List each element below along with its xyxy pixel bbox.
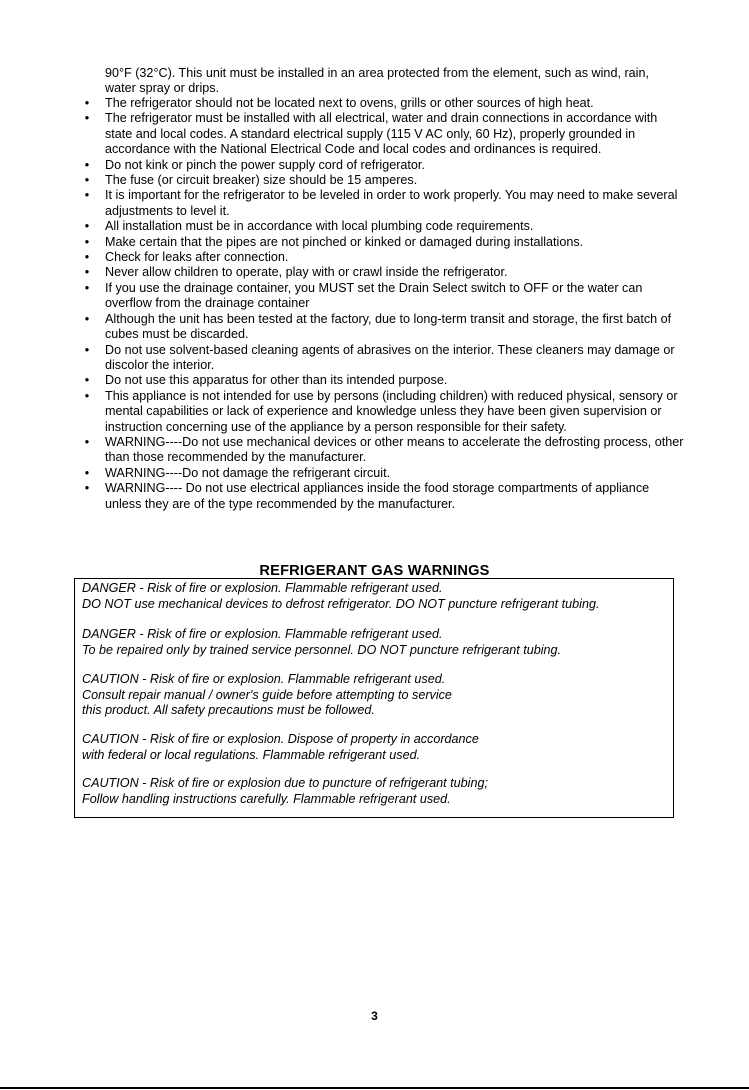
bullet-icon: • [84,188,90,203]
bullet-icon: • [84,157,90,172]
list-item [0,173,685,188]
bullet-text: It is important for the refrigerator to be leveled in order to work properly. You may need to make several adjustments to level it. [105,188,678,218]
list-item [0,435,685,466]
bullet-text: Do not use solvent-based cleaning agents of abrasives on the interior. These cleaners may damage or discolor the interior. [105,342,675,372]
intro-continuation [105,66,685,97]
bullet-icon: • [84,373,90,388]
warning-line: with federal or local regulations. Flammable refrigerant used. [82,747,421,762]
gas-warnings-box [74,578,674,818]
list-item [0,219,685,234]
list-item [0,111,685,157]
list-item [0,343,685,374]
bullet-icon: • [84,311,90,326]
bullet-text: If you use the drainage container, you MUST set the Drain Select switch to OFF or the water can overflow from the drainage container [105,280,643,311]
list-item [0,466,685,481]
bullet-icon: • [84,250,90,265]
warning-group-3 [82,672,672,719]
bottom-divider [0,1087,749,1089]
bullet-icon: • [84,219,90,234]
warning-line: this product. All safety precautions must be followed. [82,703,375,717]
list-item [0,281,685,312]
list-item [0,188,685,219]
bullet-icon: • [84,111,90,126]
warning-group-1 [82,581,672,612]
intro-line-1: 90°F (32°C). This unit must be installed in an area protected from the element, such as wind, rain, [105,66,649,80]
intro-line-2: water spray or drips. [105,81,220,96]
warning-line: Consult repair manual / owner's guide before attempting to service [82,687,452,702]
warning-line: DANGER - Risk of fire or explosion. Flammable refrigerant used. [82,627,443,641]
bullet-text: WARNING---- Do not use electrical appliances inside the food storage compartments of appliance unless they are of the type recommended by the manufacturer. [105,481,650,511]
warning-group-5 [82,776,672,807]
bullet-icon: • [84,234,90,249]
bullet-text: The refrigerator must be installed with all electrical, water and drain connections in accordance with state and local codes. A standard electrical supply (115 V AC only, 60 Hz), properly grounded in accordance with the National Electrical Code and local codes and ordinances is required. [105,111,658,157]
bullet-icon: • [84,481,90,496]
bullet-icon: • [84,465,90,480]
bullet-icon: • [84,434,90,449]
list-item [0,250,685,265]
bullet-text: Check for leaks after connection. [105,250,289,265]
list-item [0,96,685,111]
list-item [0,235,685,250]
bullet-text: This appliance is not intended for use by persons (including children) with reduced physical, sensory or mental capabilities or lack of experience and knowledge unless they have been given supervision or instruction concerning use of the appliance by a person responsible for their safety. [105,388,678,434]
bullet-text: All installation must be in accordance with local plumbing code requirements. [105,219,534,234]
warning-group-4 [82,732,672,763]
list-item [0,265,685,280]
warning-group-2 [82,627,672,658]
bullet-text: The fuse (or circuit breaker) size should be 15 amperes. [105,173,418,188]
bullet-icon: • [84,280,90,295]
warning-line: DO NOT use mechanical devices to defrost refrigerator. DO NOT puncture refrigerant tubing. [82,596,600,611]
list-item [0,389,685,435]
bullet-icon: • [84,173,90,188]
warning-line: To be repaired only by trained service personnel. DO NOT puncture refrigerant tubing. [82,642,562,657]
warning-line: CAUTION - Risk of fire or explosion. Dispose of property in accordance [82,732,479,746]
list-item [0,158,685,173]
bullet-icon: • [84,96,90,110]
bullet-text: Although the unit has been tested at the factory, due to long-term transit and storage, the first batch of cubes must be discarded. [105,311,672,342]
list-item [0,481,685,512]
warning-line: CAUTION - Risk of fire or explosion due to puncture of refrigerant tubing; [82,776,488,790]
bullet-text: WARNING----Do not damage the refrigerant circuit. [105,465,391,480]
bullet-text: Never allow children to operate, play with or crawl inside the refrigerator. [105,265,508,280]
bullet-icon: • [84,342,90,357]
warning-line: CAUTION - Risk of fire or explosion. Flammable refrigerant used. [82,672,446,686]
bullet-icon: • [84,388,90,403]
bullet-text: Do not kink or pinch the power supply cord of refrigerator. [105,157,425,172]
bullet-text: The refrigerator should not be located next to ovens, grills or other sources of high heat. [105,96,594,110]
bullet-text: Make certain that the pipes are not pinched or kinked or damaged during installations. [105,234,584,249]
warning-line: DANGER - Risk of fire or explosion. Flammable refrigerant used. [82,581,443,595]
warning-line: Follow handling instructions carefully. Flammable refrigerant used. [82,791,451,806]
list-item [0,373,685,388]
gas-warnings-heading: REFRIGERANT GAS WARNINGS [259,563,490,579]
bullet-text: Do not use this apparatus for other than its intended purpose. [105,373,448,388]
page-number: 3 [371,1009,378,1023]
safety-bullet-list [0,96,749,512]
list-item [0,312,685,343]
bullet-icon: • [84,265,90,280]
bullet-text: WARNING----Do not use mechanical devices or other means to accelerate the defrosting process, other than those recommended by the manufacturer. [105,434,684,465]
